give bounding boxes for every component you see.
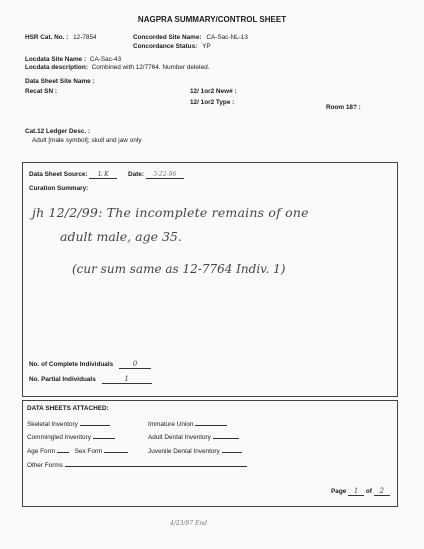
skeletal-row [27,419,110,428]
locdata-desc-row [25,64,210,71]
age-form-row [27,446,128,455]
sex-form-label: Sex Form [74,448,103,455]
page-label: Page [331,488,347,495]
new-number-label: 12/ 1or2 New# : [190,88,237,95]
date-row [128,171,184,179]
curation-label: Curation Summary: [29,185,89,192]
ledger-value: Adult [male symbol]; skull and jaw only [32,137,142,144]
handwriting-line-1: jh 12/2/99: The incomplete remains of one [32,205,309,220]
other-forms-blank [65,460,247,467]
immature-label: Immature Union [148,421,194,428]
age-form-blank [57,446,69,453]
sheet-title: NAGPRA SUMMARY/CONTROL SHEET [137,15,287,24]
adult-dental-row [148,432,239,441]
handwriting-line-3: (cur sum same as 12-7764 Indiv. 1) [72,262,286,276]
age-form-label: Age Form [27,448,56,455]
attached-header: DATA SHEETS ATTACHED: [27,405,109,412]
commingled-blank [93,432,115,439]
data-sheet-site-label: Data Sheet Site Name : [25,78,95,85]
page-value: 1 [348,487,364,496]
skeletal-label: Skeletal Inventory [27,421,78,428]
skeletal-blank [80,419,110,426]
other-forms-row [27,460,247,469]
concordance-value: YP [202,43,211,50]
ledger-label: Cat.12 Ledger Desc. : [25,128,90,135]
handwriting-line-2: adult male, age 35. [60,229,182,244]
source-value: L K [89,171,117,179]
locdata-site-row [25,56,121,63]
source-row [29,171,117,179]
hsr-label: HSR Cat. No. : [25,34,69,41]
concorded-value: CA-Sac-NL-13 [206,34,248,41]
juvenile-dental-row [148,446,242,455]
room-label: Room 18? : [326,104,361,111]
concorded-row [133,34,248,41]
concordance-label: Concordance Status: [133,43,198,50]
commingled-label: Commingled Inventory [27,434,91,441]
other-forms-label: Other Forms [27,462,63,469]
partial-row [29,375,152,384]
concordance-row [133,43,211,50]
commingled-row [27,432,115,441]
footer-note: 4/23/97 End [170,520,208,527]
locdata-site-value: CA-Sac-43 [89,56,122,63]
locdata-desc-label: Locdata description: [25,64,88,71]
page-row [331,487,390,496]
hsr-row [25,34,97,41]
type-label: 12/ 1or2 Type : [190,99,235,106]
partial-label: No. Partial Individuals [29,376,96,383]
sex-form-blank [104,446,128,453]
recat-label: Recat SN : [25,88,57,95]
juvenile-dental-blank [222,446,242,453]
juvenile-dental-label: Juvenile Dental Inventory [148,448,220,455]
source-label: Data Sheet Source: [29,171,88,178]
locdata-desc-value: Combined with 12/7764. Number deleted. [91,64,210,71]
partial-value: 1 [102,375,152,384]
complete-row [29,360,151,369]
complete-value: 0 [119,360,151,369]
concorded-label: Concorded Site Name: [133,34,202,41]
complete-label: No. of Complete Individuals [29,361,114,368]
date-label: Date: [128,171,144,178]
of-value: 2 [374,487,390,496]
adult-dental-blank [213,432,239,439]
adult-dental-label: Adult Dental Inventory [148,434,211,441]
hsr-value: 12-7854 [73,34,97,41]
locdata-site-label: Locdata Site Name : [25,56,87,63]
immature-row [148,419,227,428]
immature-blank [195,419,227,426]
of-label: of [365,488,372,495]
date-value: 3-22-96 [146,171,184,179]
